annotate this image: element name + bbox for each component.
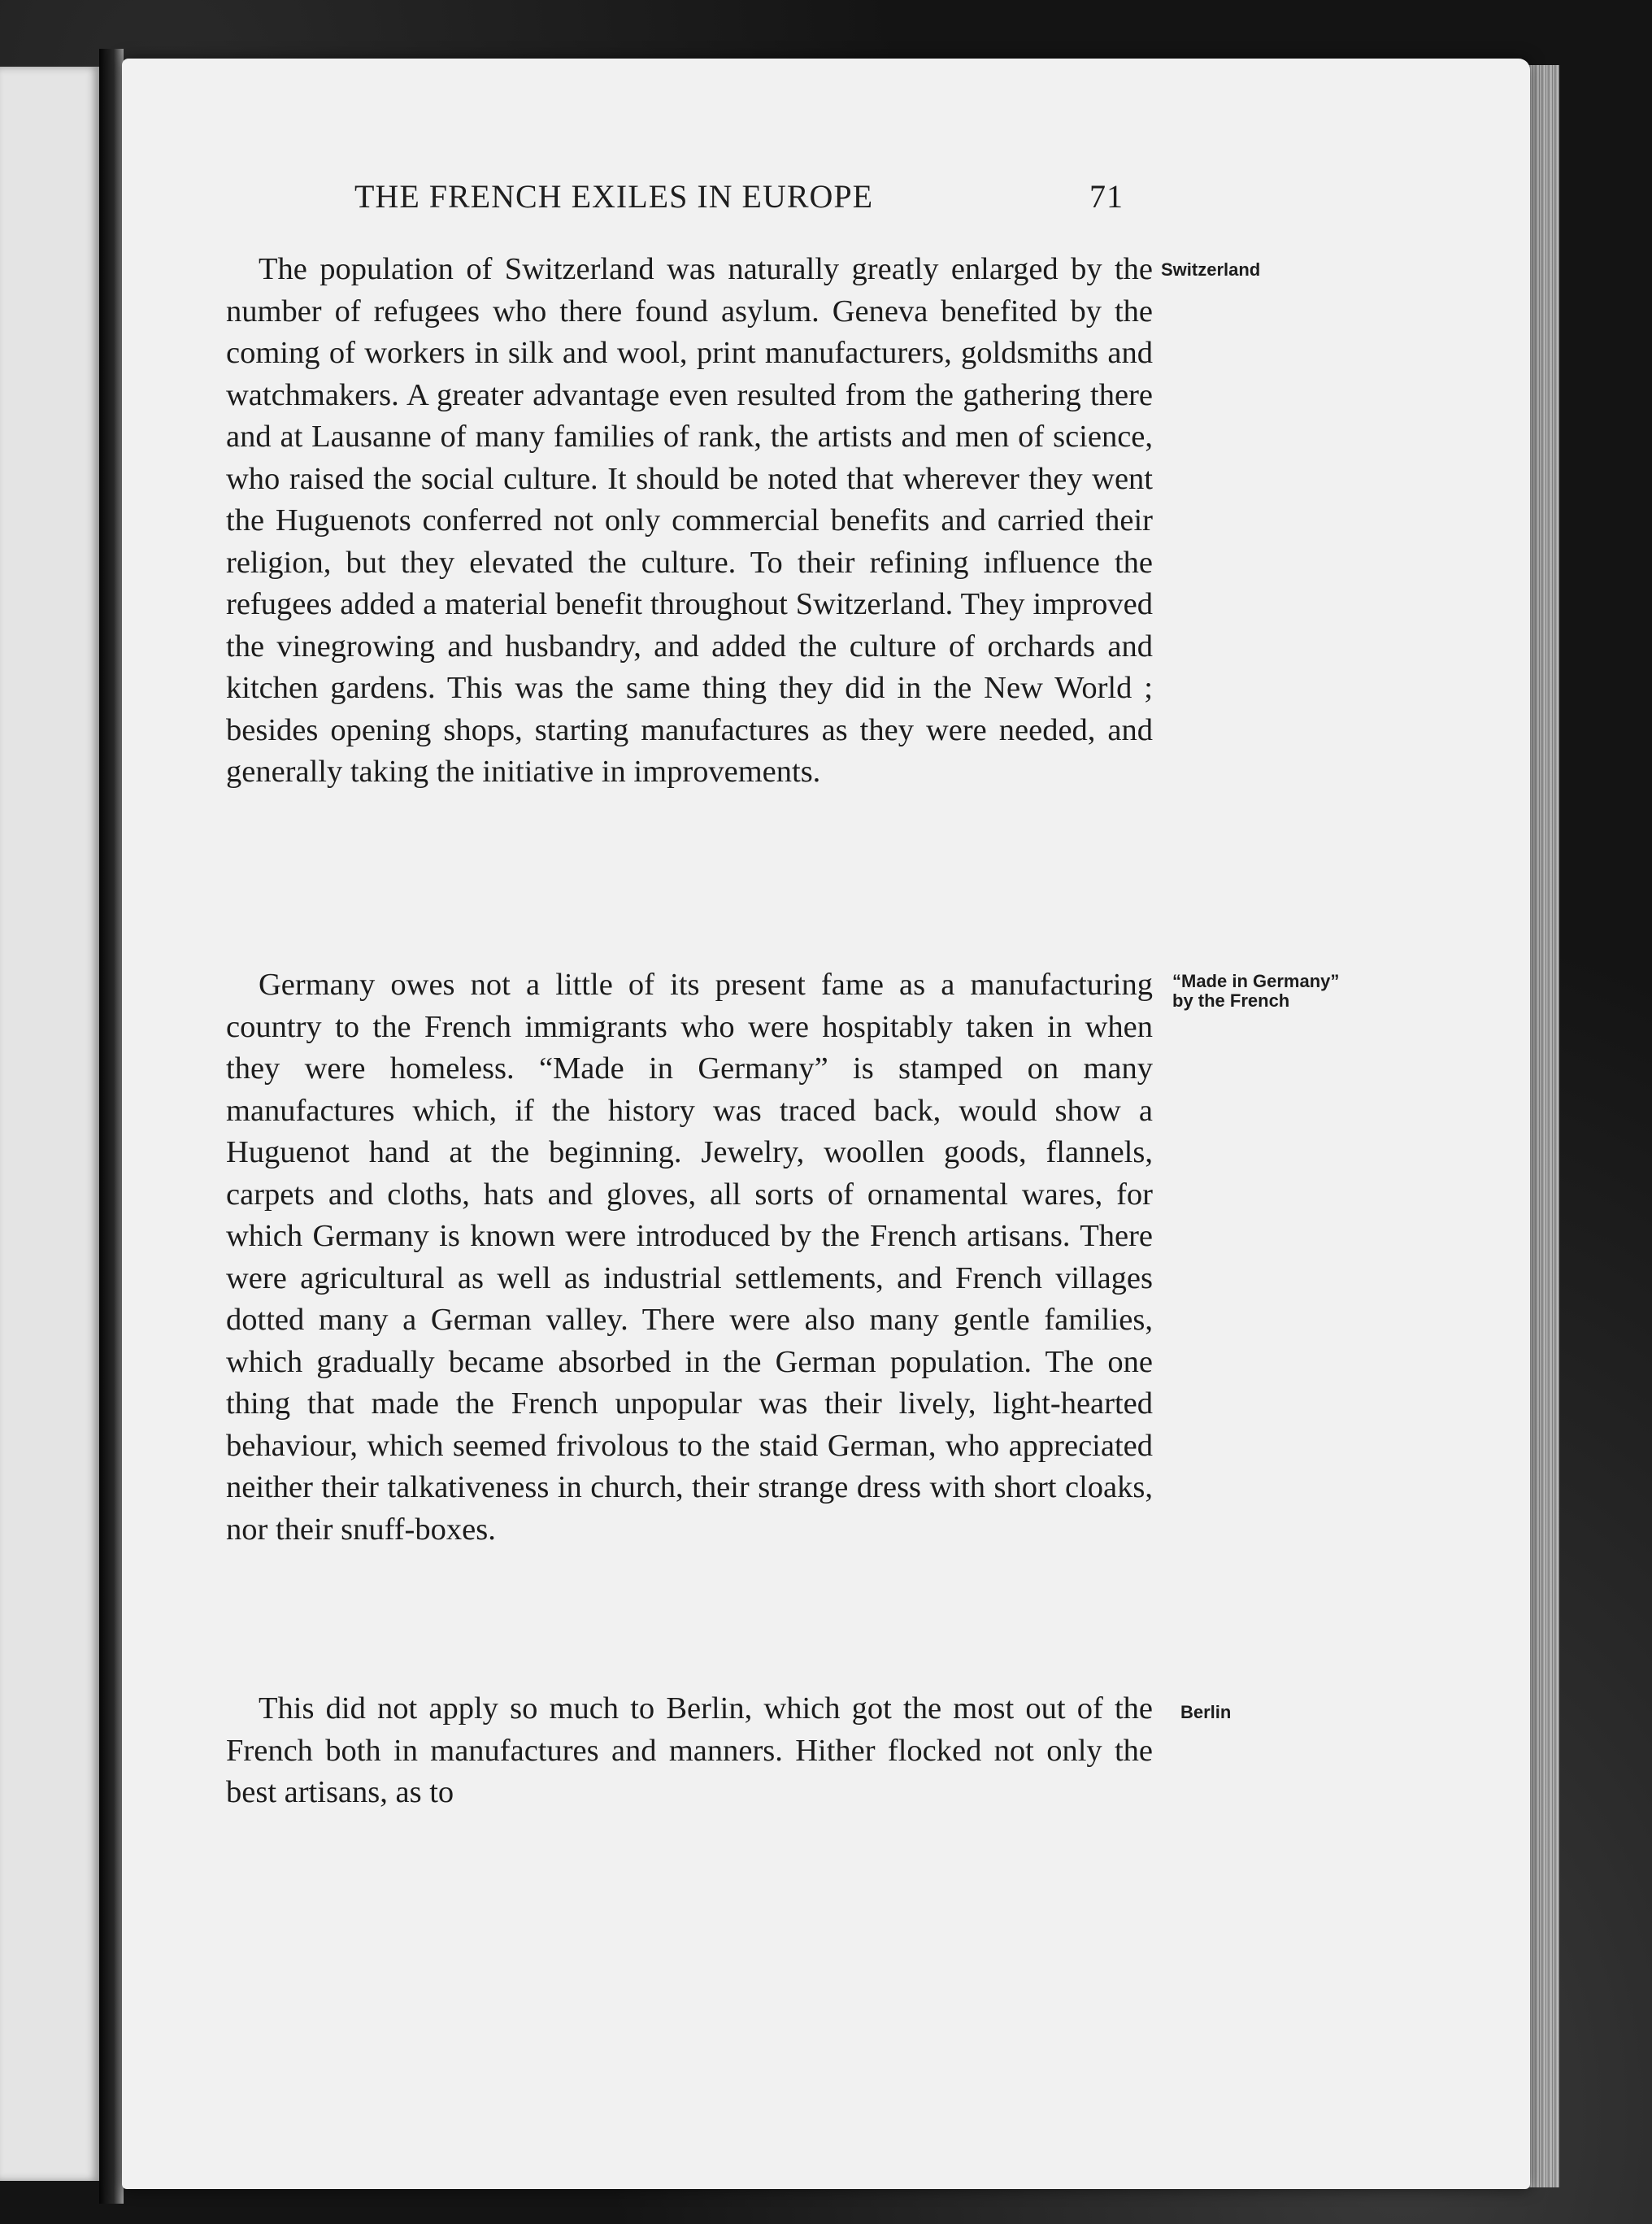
book-gutter bbox=[99, 49, 124, 2204]
paragraph-germany bbox=[226, 964, 1153, 1551]
paragraph-berlin bbox=[226, 1688, 1153, 1814]
paragraph-text: Germany owes not a little of its present fame as a manufacturing country to the French immigrants who were hospitably taken in when they were homeless. “Made in Germany” is stamped on many manufactures which, if the history was traced back, would show a Huguenot hand at the beginning. Jewelry, woollen goods, flannels, carpets and cloths, hats and gloves, all sorts of ornamental wares, for which Germany is known were introduced by the French artisans. There were agricultural as well as industrial settlements, and French villages dotted many a German valley. There were also many gentle families, which gradually became absorbed in the German population. The one thing that made the French unpopular was their lively, light-hearted behaviour, which seemed frivolous to the staid German, who appreciated neither their talkativeness in church, their strange dress with short cloaks, nor their snuff-boxes. bbox=[226, 968, 1153, 1547]
sidenote-berlin: Berlin bbox=[1180, 1702, 1232, 1722]
paragraph-text: This did not apply so much to Berlin, which got the most out of the French both in manufactures and manners. Hither flocked not only the best artisans, as to bbox=[226, 1691, 1153, 1809]
running-head-title: THE FRENCH EXILES IN EUROPE bbox=[354, 178, 874, 215]
paragraph-text: The population of Switzerland was naturally greatly enlarged by the number of refugees who there found asylum. Geneva benefited by the coming of workers in silk and wool, print manufacturers, goldsmiths and watchmakers. A greater advantage even resulted from the gathering there and at Lausanne of many families of rank, the artists and men of science, who raised the social culture. It should be noted that wherever they went the Huguenots conferred not only commercial benefits and carried their religion, but they elevated the culture. To their refining influence the refugees added a material benefit throughout Switzerland. They improved the vinegrowing and husbandry, and added the culture of orchards and kitchen gardens. This was the same thing they did in the New World ; besides opening shops, starting manufactures as they were needed, and generally taking the initiative in improvements. bbox=[226, 252, 1153, 789]
paragraph-switzerland bbox=[226, 249, 1153, 794]
sidenote-switzerland: Switzerland bbox=[1161, 259, 1261, 280]
page-block-edge bbox=[1527, 65, 1559, 2187]
sidenote-made-in-germany: “Made in Germany” by the French bbox=[1172, 971, 1340, 1011]
facing-page-edge bbox=[0, 67, 99, 2181]
running-head bbox=[354, 177, 1151, 226]
page-number: 71 bbox=[1089, 178, 1124, 215]
